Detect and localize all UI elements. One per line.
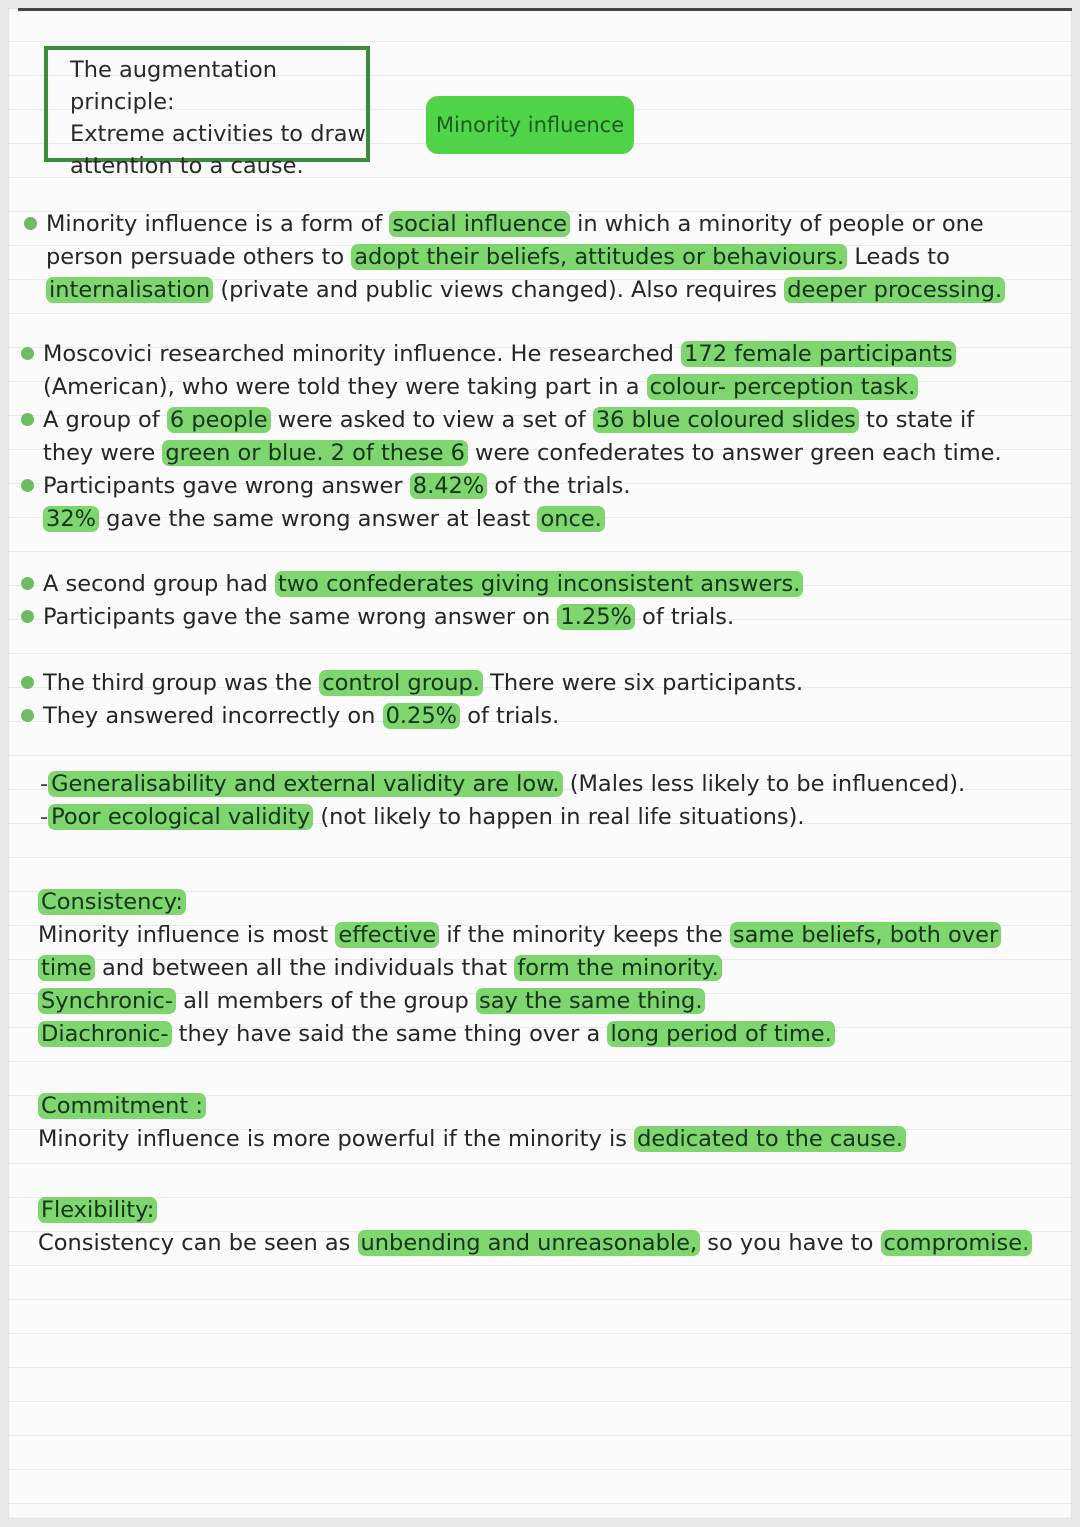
principle-line-1: The augmentation principle:	[70, 57, 278, 115]
highlight: adopt their beliefs, attitudes or behaviours.	[351, 244, 847, 270]
bullet-icon	[21, 479, 34, 492]
third-group-line-2	[43, 700, 803, 733]
page-title: Minority influence	[426, 96, 634, 154]
highlight: unbending and unreasonable,	[358, 1230, 701, 1256]
bullet-icon	[21, 676, 34, 689]
third-group-block	[43, 667, 803, 733]
highlight: compromise.	[881, 1230, 1033, 1256]
text-segment: Minority influence is more powerful if the minority is	[38, 1126, 635, 1152]
dash-marker: -	[40, 804, 49, 830]
moscovici-study-block	[43, 338, 1002, 536]
text-segment: were confederates to answer green each time.	[467, 440, 1002, 466]
highlight: 8.42%	[410, 473, 487, 499]
consistency-line-4	[38, 1018, 1001, 1051]
third-group-line-1	[43, 667, 803, 700]
text-segment: person persuade others to	[46, 244, 352, 270]
text-segment: they were	[43, 440, 163, 466]
evaluation-block	[40, 768, 965, 834]
highlight: Diachronic-	[38, 1021, 172, 1047]
text-segment: (not likely to happen in real life situations).	[313, 804, 805, 830]
text-segment: Participants gave the same wrong answer on	[43, 604, 558, 630]
text-segment: Participants gave wrong answer	[43, 473, 410, 499]
evaluation-line-1	[40, 768, 965, 801]
study-line-1	[43, 338, 1002, 371]
commitment-heading	[38, 1090, 906, 1123]
consistency-line-1	[38, 919, 1001, 952]
text-segment: The third group was the	[43, 670, 320, 696]
highlight: deeper processing.	[784, 277, 1005, 303]
consistency-block	[38, 886, 1001, 1051]
text-segment: Minority influence is most	[38, 922, 336, 948]
definition-line-1	[46, 208, 1005, 241]
highlight: colour- perception task.	[647, 374, 919, 400]
definition-line-3	[46, 274, 1005, 307]
highlight: Synchronic-	[38, 988, 176, 1014]
consistency-line-2	[38, 952, 1001, 985]
dash-marker: -	[40, 771, 49, 797]
top-rule	[18, 8, 1072, 11]
study-line-2	[43, 371, 1002, 404]
bullet-icon	[21, 577, 34, 590]
highlight: social influence	[389, 211, 570, 237]
text-segment: Minority influence is a form of	[46, 211, 390, 237]
highlight: time	[38, 955, 95, 981]
highlight: say the same thing.	[476, 988, 706, 1014]
text-segment: They answered incorrectly on	[43, 703, 383, 729]
highlight: same beliefs, both over	[730, 922, 1001, 948]
highlight: 32%	[43, 506, 99, 532]
second-group-block	[43, 568, 803, 634]
text-segment: There were six participants.	[482, 670, 804, 696]
text-segment: (American), who were told they were taking part in a	[43, 374, 647, 400]
highlight: Poor ecological validity	[48, 804, 313, 830]
study-line-5	[43, 470, 1002, 503]
text-segment: of trials.	[460, 703, 560, 729]
section-heading: Commitment :	[38, 1093, 206, 1119]
text-segment: all members of the group	[176, 988, 476, 1014]
text-segment: Consistency can be seen as	[38, 1230, 358, 1256]
highlight: effective	[335, 922, 439, 948]
notes-page	[8, 8, 1072, 1519]
highlight: internalisation	[46, 277, 213, 303]
definition-line-2	[46, 241, 1005, 274]
commitment-line-1	[38, 1123, 906, 1156]
highlight: form the minority.	[514, 955, 721, 981]
bullet-icon	[21, 709, 34, 722]
second-group-line-1	[43, 568, 803, 601]
study-line-4	[43, 437, 1002, 470]
definition-block	[46, 208, 1005, 307]
text-segment: so you have to	[700, 1230, 881, 1256]
text-segment: (Males less likely to be influenced).	[562, 771, 966, 797]
highlight: green or blue. 2 of these 6	[162, 440, 468, 466]
consistency-heading	[38, 886, 1001, 919]
highlight: control group.	[319, 670, 483, 696]
text-segment: if the minority keeps the	[439, 922, 730, 948]
text-segment: Moscovici researched minority influence. He researched	[43, 341, 682, 367]
text-segment: A second group had	[43, 571, 275, 597]
highlight: Generalisability and external validity are low.	[48, 771, 562, 797]
highlight: once.	[537, 506, 604, 532]
text-segment: Leads to	[847, 244, 950, 270]
flexibility-block	[38, 1194, 1032, 1260]
text-segment: A group of	[43, 407, 167, 433]
flexibility-line-1	[38, 1227, 1032, 1260]
highlight: 172 female participants	[681, 341, 956, 367]
bullet-icon	[21, 610, 34, 623]
section-heading: Flexibility:	[38, 1197, 157, 1223]
study-line-3	[43, 404, 1002, 437]
evaluation-line-2	[40, 801, 965, 834]
bullet-icon	[21, 347, 34, 360]
text-segment: of trials.	[634, 604, 735, 630]
text-segment: gave the same wrong answer at least	[99, 506, 538, 532]
flexibility-heading	[38, 1194, 1032, 1227]
text-segment: were asked to view a set of	[270, 407, 593, 433]
text-segment: in which a minority of people or one	[569, 211, 984, 237]
bullet-icon	[24, 217, 37, 230]
commitment-block	[38, 1090, 906, 1156]
highlight: dedicated to the cause.	[634, 1126, 906, 1152]
section-heading: Consistency:	[38, 889, 186, 915]
highlight: 36 blue coloured slides	[593, 407, 859, 433]
augmentation-principle-box	[44, 46, 370, 179]
highlight: two confederates giving inconsistent answers.	[275, 571, 803, 597]
second-group-line-2	[43, 601, 803, 634]
principle-line-2: Extreme activities to draw	[70, 121, 366, 147]
highlight: long period of time.	[607, 1021, 834, 1047]
highlight: 6 people	[167, 407, 271, 433]
text-segment: to state if	[858, 407, 975, 433]
text-segment: (private and public views changed). Also requires	[213, 277, 785, 303]
bullet-icon	[21, 413, 34, 426]
highlight: 0.25%	[383, 703, 460, 729]
text-segment: of the trials.	[487, 473, 631, 499]
principle-line-3: attention to a cause.	[70, 153, 304, 179]
text-segment: they have said the same thing over a	[171, 1021, 608, 1047]
highlight: 1.25%	[557, 604, 634, 630]
text-segment: and between all the individuals that	[94, 955, 515, 981]
consistency-line-3	[38, 985, 1001, 1018]
study-line-6	[43, 503, 1002, 536]
